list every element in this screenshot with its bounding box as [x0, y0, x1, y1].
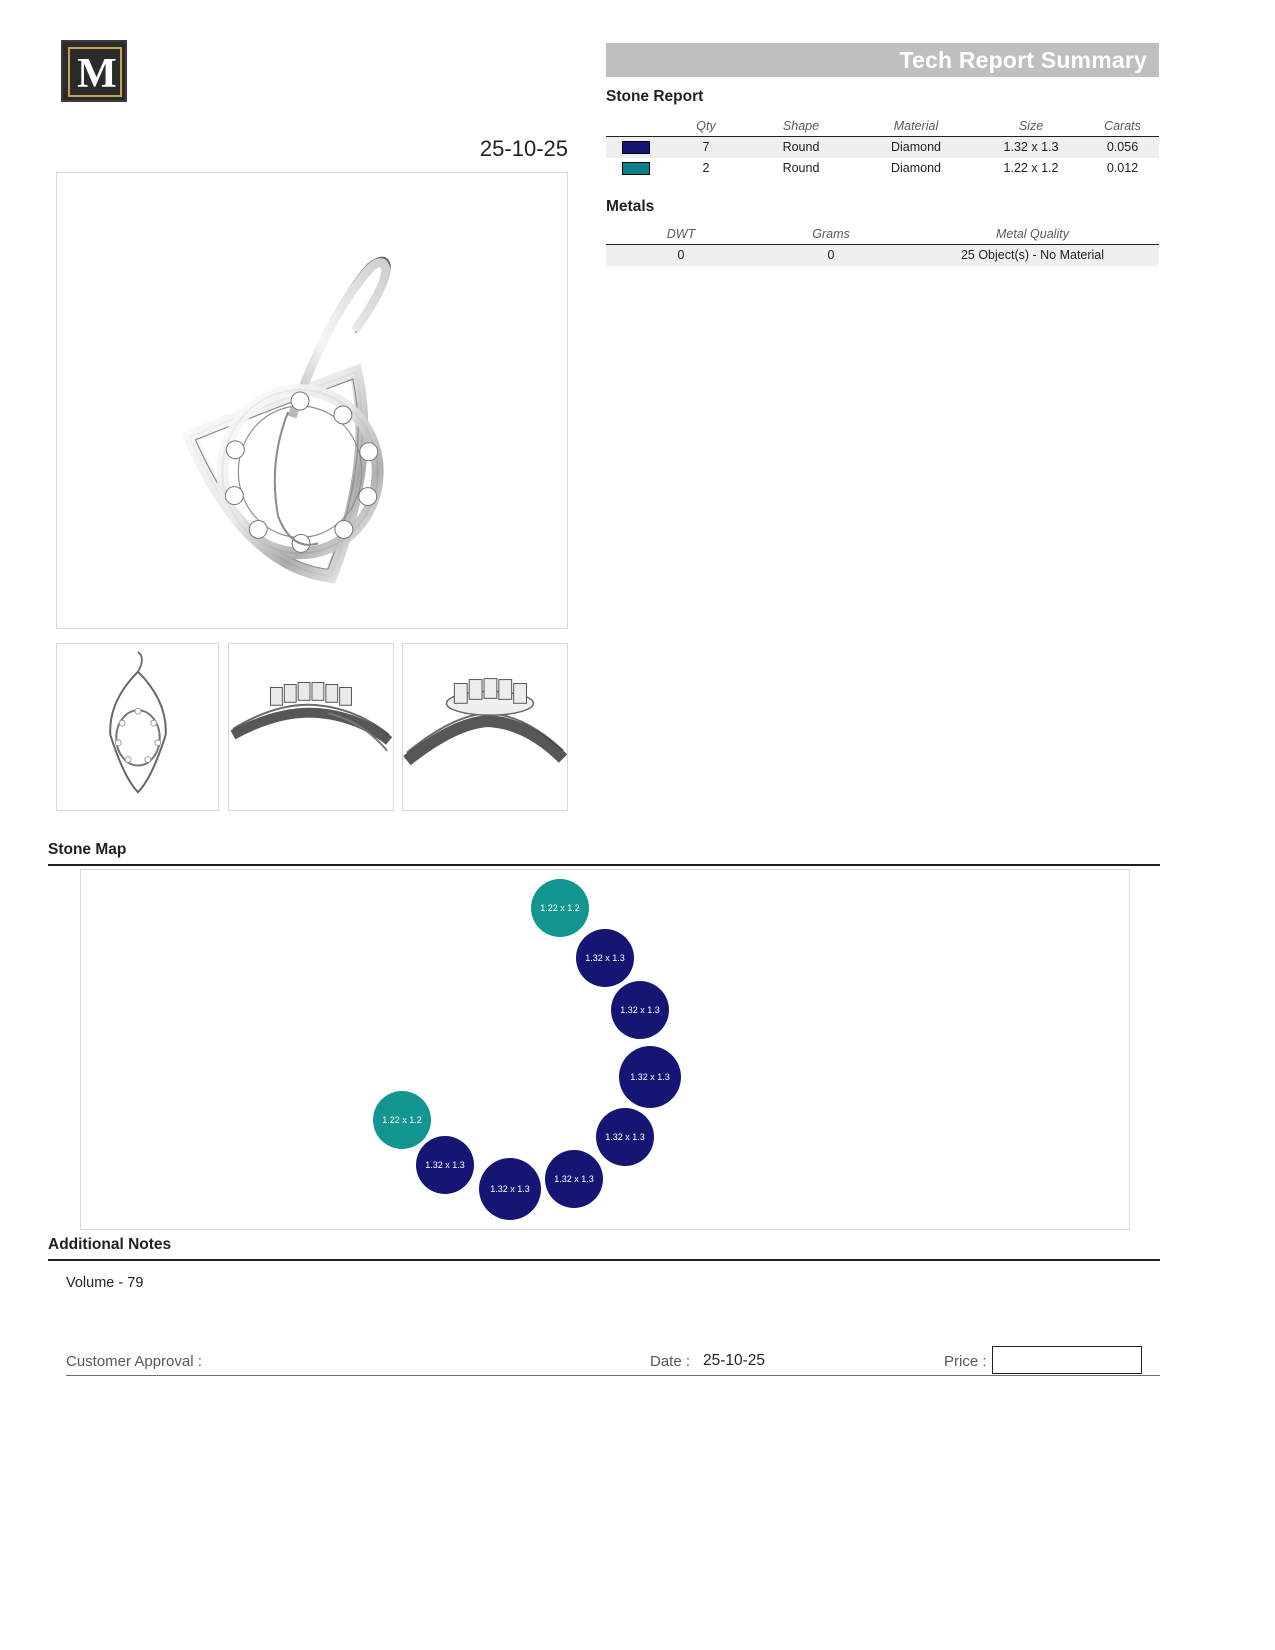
color-swatch-2 — [622, 162, 650, 175]
stone-map-heading: Stone Map — [48, 841, 127, 858]
stone-marker-label: 1.32 x 1.3 — [554, 1174, 594, 1184]
stone-marker — [479, 1158, 541, 1220]
stone-marker-label: 1.22 x 1.2 — [382, 1115, 422, 1125]
footer-rule — [66, 1375, 1160, 1376]
stone-color-cell — [606, 158, 666, 179]
stone-report-table — [606, 117, 1159, 179]
grams-cell: 0 — [756, 245, 906, 267]
carats-cell: 0.056 — [1086, 137, 1159, 159]
main-render-image — [56, 172, 568, 629]
stone-marker — [576, 929, 634, 987]
logo-frame — [68, 47, 122, 97]
col-grams: Grams — [756, 225, 906, 245]
metals-heading: Metals — [606, 198, 655, 215]
customer-approval-label: Customer Approval : — [66, 1353, 202, 1370]
stone-marker-label: 1.32 x 1.3 — [585, 953, 625, 963]
logo-letter: M — [77, 51, 117, 97]
brand-logo — [61, 40, 127, 102]
stone-marker — [611, 981, 669, 1039]
stone-marker — [416, 1136, 474, 1194]
stone-map-canvas — [80, 869, 1130, 1230]
size-cell: 1.32 x 1.3 — [976, 137, 1086, 159]
job-date: 25-10-25 — [479, 136, 568, 161]
material-cell: Diamond — [890, 161, 942, 176]
col-carats: Carats — [1086, 117, 1159, 137]
stone-marker-label: 1.32 x 1.3 — [620, 1005, 660, 1015]
stone-report-heading: Stone Report — [606, 88, 704, 105]
date-label: Date : — [650, 1353, 691, 1370]
additional-notes-heading: Additional Notes — [48, 1236, 172, 1253]
thumbnail-front-view — [56, 643, 219, 811]
thumbnail-detail-view — [402, 643, 568, 811]
shape-cell: Round — [746, 137, 856, 159]
col-metal-quality: Metal Quality — [906, 225, 1159, 245]
report-title-bar — [606, 43, 1159, 77]
additional-notes-rule — [48, 1259, 1160, 1261]
carats-cell: 0.012 — [1106, 161, 1139, 176]
col-size: Size — [976, 117, 1086, 137]
col-material: Material — [856, 117, 976, 137]
stone-marker — [545, 1150, 603, 1208]
additional-notes-text: Volume - 79 — [66, 1275, 144, 1291]
stone-marker — [596, 1108, 654, 1166]
thumb-1-svg — [57, 644, 218, 810]
thumb-2-svg — [229, 644, 393, 810]
thumbnail-side-view — [228, 643, 394, 811]
price-input[interactable] — [992, 1346, 1142, 1374]
date-value: 25-10-25 — [703, 1352, 766, 1369]
col-dwt: DWT — [606, 225, 756, 245]
stone-marker-label: 1.32 x 1.3 — [630, 1072, 670, 1082]
stone-marker-label: 1.22 x 1.2 — [540, 903, 580, 913]
stone-marker-label: 1.32 x 1.3 — [605, 1132, 645, 1142]
table-row — [606, 245, 1159, 267]
stone-marker-label: 1.32 x 1.3 — [425, 1160, 465, 1170]
stone-marker-label: 1.32 x 1.3 — [490, 1184, 530, 1194]
col-qty: Qty — [666, 117, 746, 137]
metal-quality-cell: 25 Object(s) - No Material — [906, 245, 1159, 267]
stone-color-cell — [606, 137, 666, 159]
table-header-row — [606, 225, 1159, 245]
qty-cell: 7 — [666, 137, 746, 159]
page-title: Tech Report Summary — [899, 47, 1147, 73]
stone-marker — [531, 879, 589, 937]
table-header-row — [606, 117, 1159, 137]
thumb-3-svg — [403, 644, 567, 810]
stone-marker — [373, 1091, 431, 1149]
shape-cell: Round — [782, 161, 820, 176]
material-cell: Diamond — [856, 137, 976, 159]
color-swatch-1 — [622, 141, 650, 154]
metals-table — [606, 225, 1159, 266]
col-color — [606, 117, 666, 137]
size-cell: 1.22 x 1.2 — [1003, 161, 1059, 176]
col-shape: Shape — [746, 117, 856, 137]
qty-cell: 2 — [702, 161, 710, 176]
pendant-render-svg — [57, 173, 567, 628]
stone-map-rule — [48, 864, 1160, 866]
price-label: Price : — [944, 1353, 987, 1370]
table-row — [606, 137, 1159, 159]
dwt-cell: 0 — [606, 245, 756, 267]
stone-marker — [619, 1046, 681, 1108]
table-row — [606, 158, 1159, 179]
